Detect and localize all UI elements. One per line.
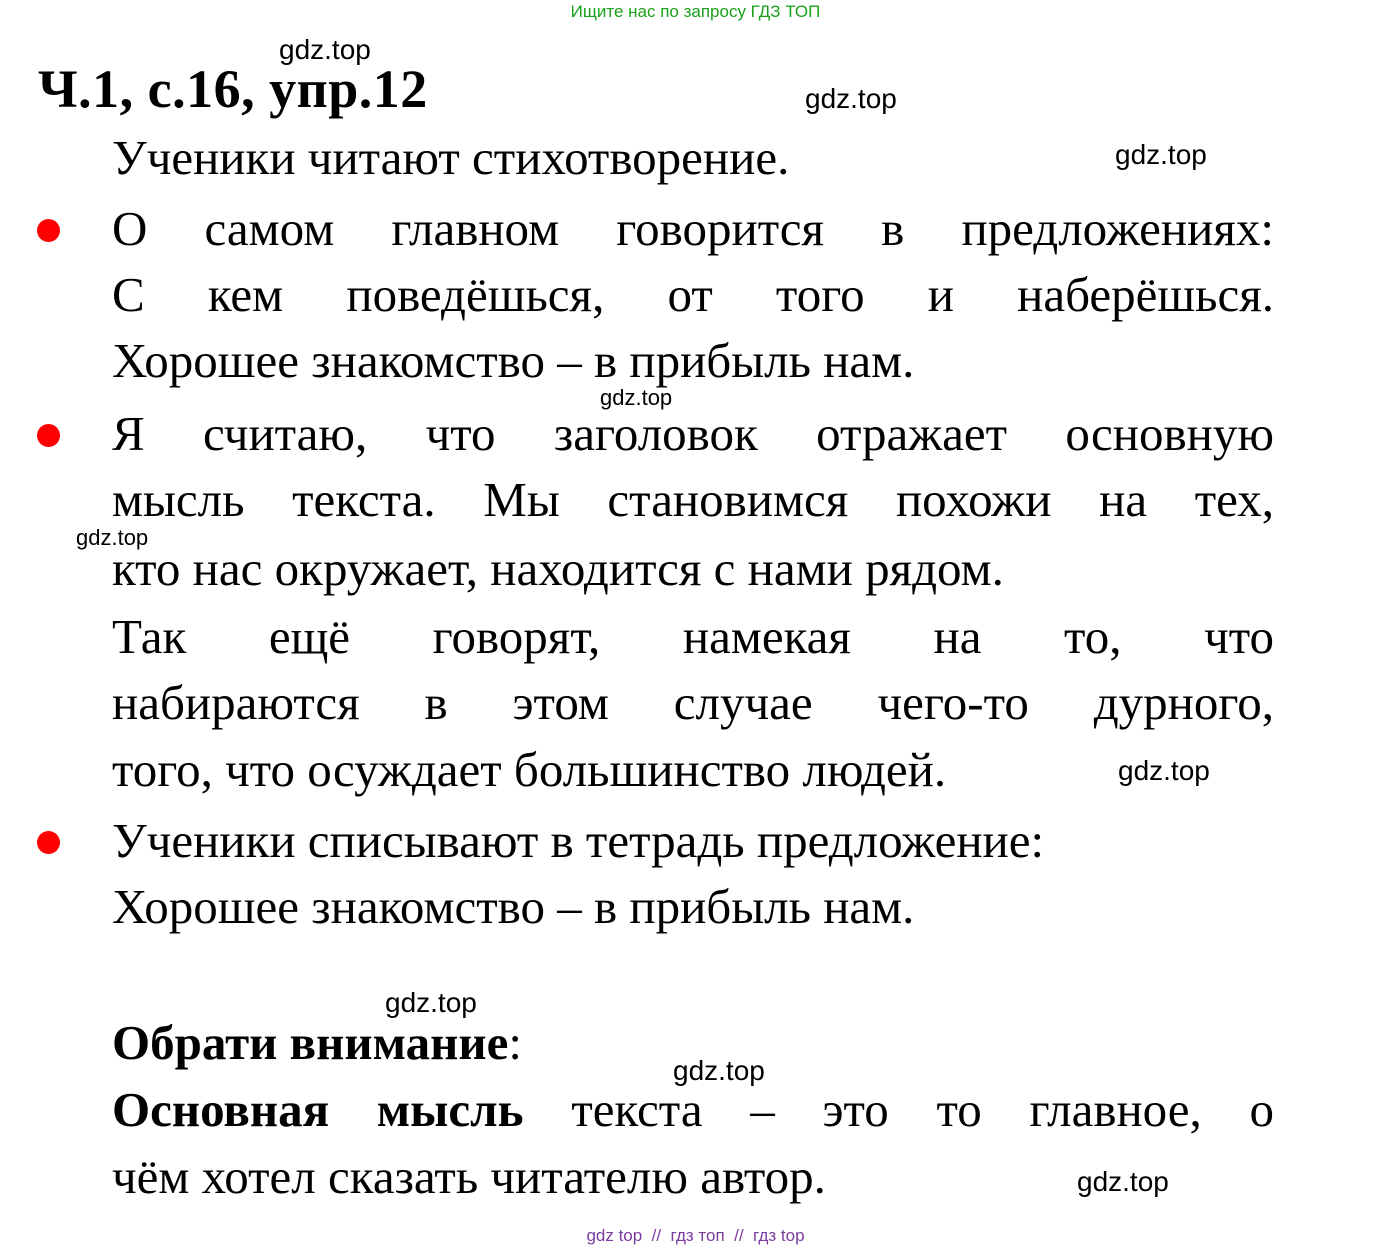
note-definition-line2: чём хотел сказать читателю автор. xyxy=(112,1149,826,1204)
bullet-marker xyxy=(37,424,60,447)
note-term: Основная мысль xyxy=(112,1082,524,1137)
bullet2-line2: мысль текста. Мы становимся похожи на тех, xyxy=(112,472,1274,527)
watermark: gdz.top xyxy=(1118,755,1210,786)
bullet1-line3: Хорошее знакомство – в прибыль нам. xyxy=(112,333,915,388)
bullet-marker xyxy=(37,831,60,854)
note-heading-label: Обрати внимание xyxy=(112,1015,509,1070)
bullet1-line2: С кем поведёшься, от того и наберёшься. xyxy=(112,267,1274,322)
watermark: gdz.top xyxy=(1115,139,1207,170)
watermark: gdz.top xyxy=(76,525,149,550)
note-heading xyxy=(112,1010,522,1076)
note-definition-text: текста – это то главное, о xyxy=(523,1082,1274,1137)
bullet1-line1: О самом главном говорится в предложениях: xyxy=(112,201,1274,256)
page-title: Ч.1, с.16, упр.12 xyxy=(38,59,428,119)
bullet2-line5: набираются в этом случае чего-то дурного, xyxy=(112,675,1274,730)
watermark: gdz.top xyxy=(1077,1166,1169,1197)
bullet2-line3: кто нас окружает, находится с нами рядом. xyxy=(112,541,1004,596)
bullet2-line6: того, что осуждает большинство людей. xyxy=(112,742,947,797)
bullet2-line4: Так ещё говорят, намекая на то, что xyxy=(112,609,1274,664)
bullet2-line1: Я считаю, что заголовок отражает основную xyxy=(112,406,1274,461)
watermark: gdz.top xyxy=(673,1055,765,1086)
watermark: gdz.top xyxy=(385,987,477,1018)
note-heading-colon: : xyxy=(508,1015,522,1070)
watermark: gdz.top xyxy=(279,34,371,65)
watermark: gdz.top xyxy=(600,385,673,410)
bullet3-line2: Хорошее знакомство – в прибыль нам. xyxy=(112,879,915,934)
top-banner: Ищите нас по запросу ГДЗ ТОП xyxy=(570,2,821,21)
bottom-banner: gdz top // гдз топ // гдз top xyxy=(586,1226,805,1245)
bullet3-line1: Ученики списывают в тетрадь предложение: xyxy=(112,813,1045,868)
watermark: gdz.top xyxy=(805,83,897,114)
intro-text: Ученики читают стихотворение. xyxy=(112,130,790,185)
note-definition-line1 xyxy=(112,1077,1274,1143)
bullet-marker xyxy=(37,219,60,242)
